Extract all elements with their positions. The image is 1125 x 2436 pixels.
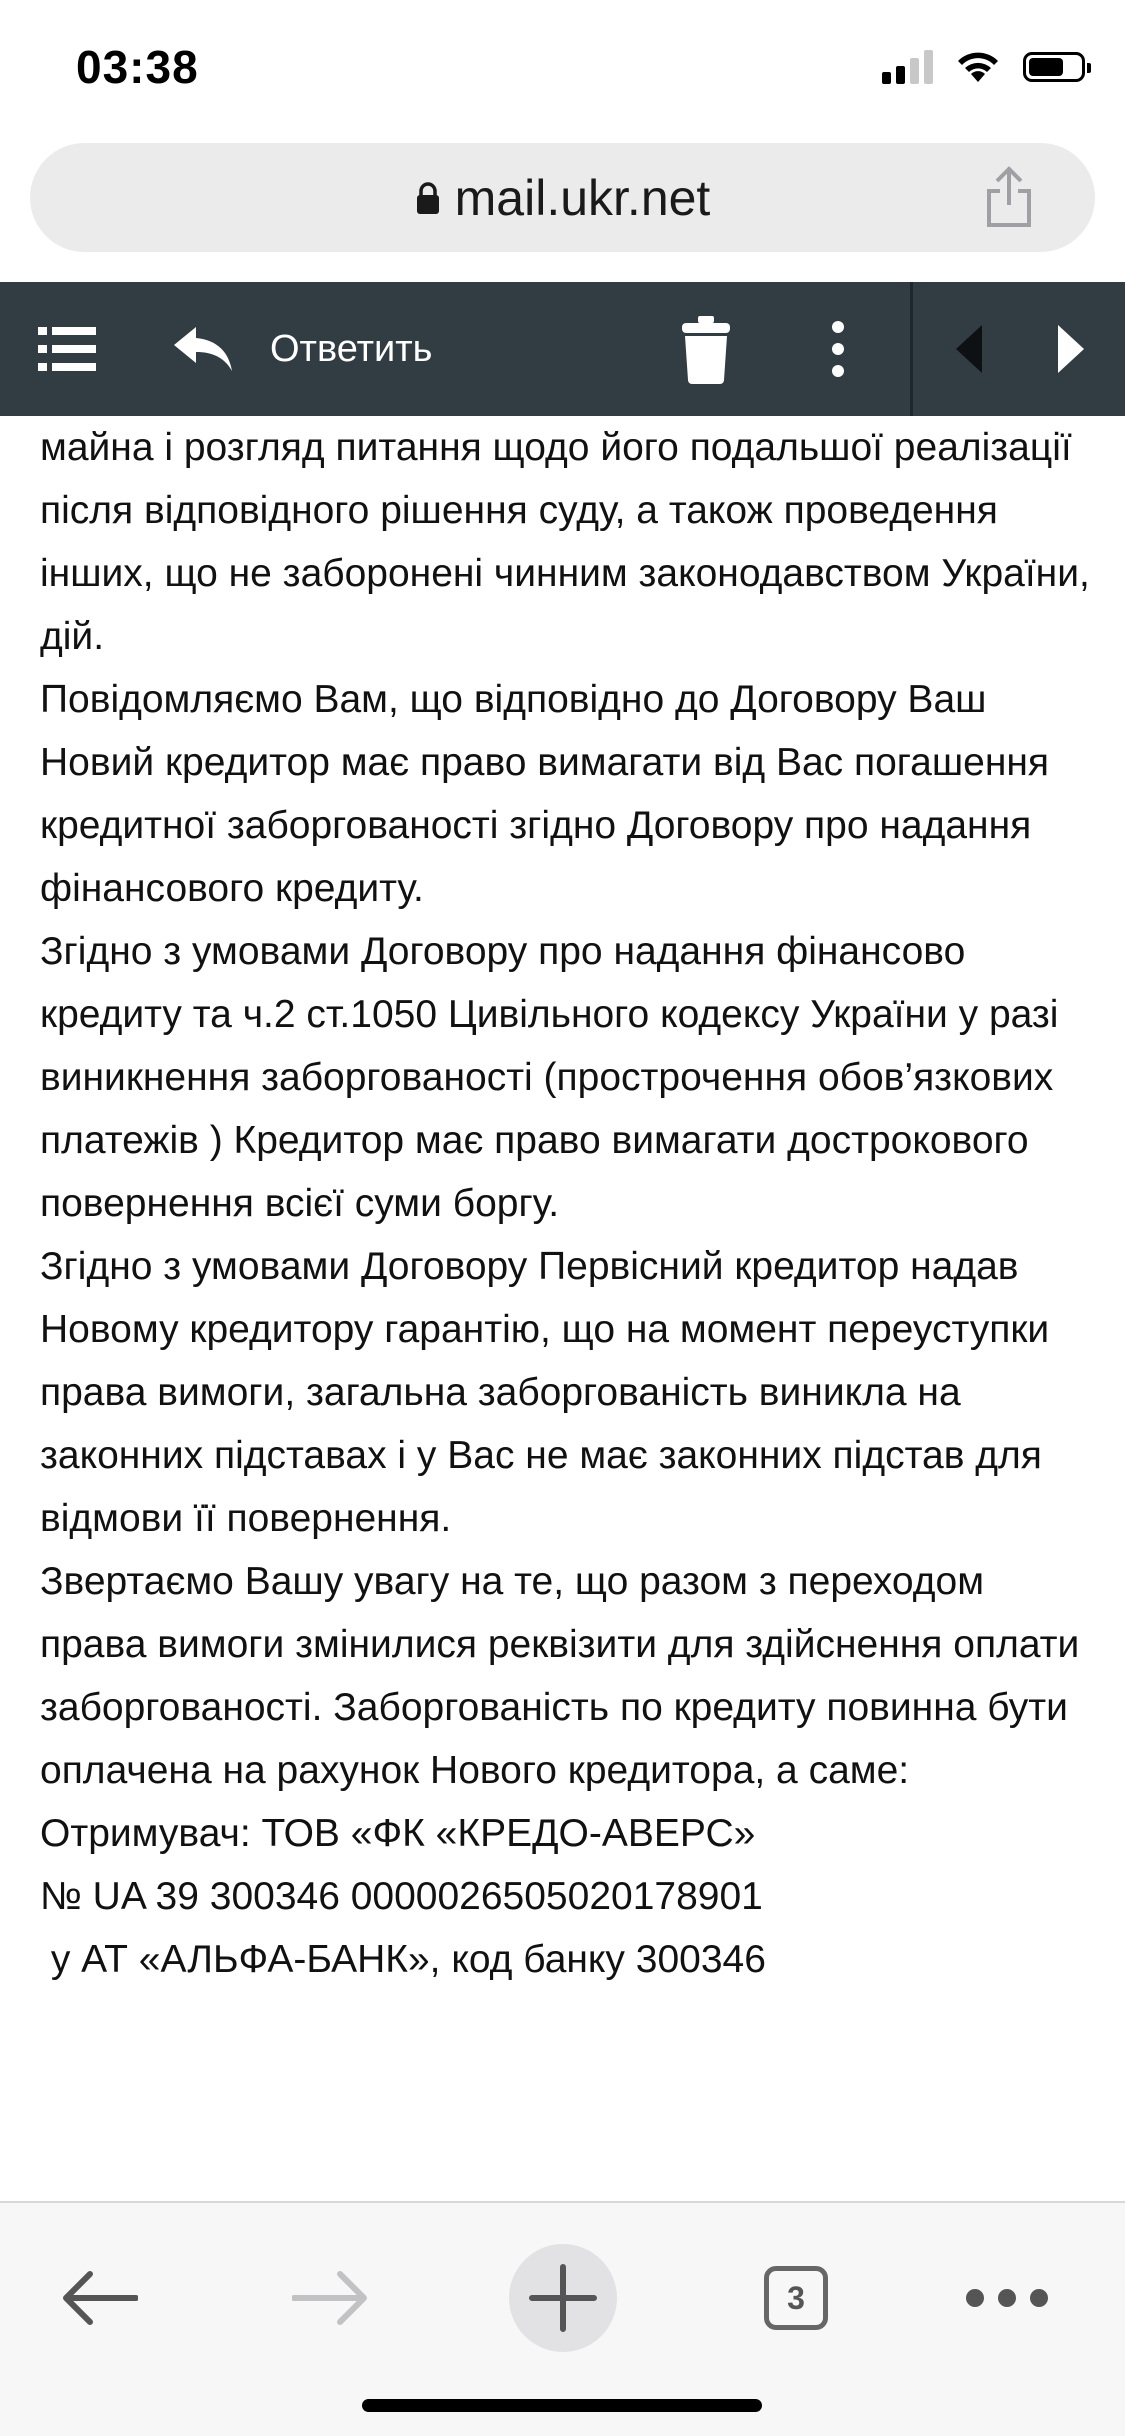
email-paragraph: Звертаємо Вашу увагу на те, що разом з переходом права вимоги змінилися реквізити для здійснення оплати заборгованості. Заборгованість по кредиту повинна бути оплачена на рахунок Нового кредитора, а саме: [40,1560,1080,1792]
more-vertical-button[interactable] [830,282,846,416]
forward-arrow-icon [292,2270,368,2326]
tabs-icon: 3 [764,2266,828,2330]
share-icon[interactable] [983,165,1035,229]
next-message-button[interactable] [1056,282,1088,416]
account-number-line: № UA 39 300346 0000026505020178901 [40,1875,763,1918]
delete-button[interactable] [680,282,732,416]
back-button[interactable] [55,2243,145,2353]
battery-icon [1023,52,1085,82]
prev-icon [952,323,984,375]
url-bar[interactable] [30,143,1095,252]
home-indicator [362,2399,762,2412]
more-options-button[interactable] [965,2243,1049,2353]
email-paragraph: Згідно з умовами Договору про надання фінансово кредиту та ч.2 ст.1050 Цивільного кодексу України у разі виникнення заборгованості (прострочення обов’язкових платежів ) Кредитор має право вимагати дострокового повернення всієї суми боргу. [40,930,1059,1225]
toolbar-divider [910,282,913,416]
more-horizontal-icon [965,2288,1049,2308]
recipient-line: Отримувач: ТОВ «ФК «КРЕДО-АВЕРС» [40,1812,756,1855]
signal-icon [882,50,933,84]
email-paragraph: Згідно з умовами Договору Первісний кредитор надав Новому кредитору гарантію, що на момент переуступки права вимоги, загальна заборгованість виникла на законних підставах і у Вас не має законних підстав для відмови її повернення. [40,1245,1050,1540]
back-arrow-icon [62,2270,138,2326]
trash-icon [680,314,732,384]
mail-toolbar [0,282,1125,416]
menu-button[interactable] [38,282,96,416]
prev-message-button[interactable] [952,282,984,416]
more-vertical-icon [830,319,846,379]
tabs-button[interactable] [760,2243,832,2353]
new-tab-button[interactable] [508,2243,618,2353]
lock-icon [415,181,441,215]
status-time: 03:38 [76,41,199,93]
reply-label: Ответить [270,327,433,370]
url-text[interactable]: mail.ukr.net [454,169,711,226]
status-bar [0,0,1125,140]
reply-button[interactable] [172,282,432,416]
plus-icon [528,2263,598,2333]
reply-icon [172,325,234,373]
status-icons [882,50,1085,84]
bank-line: у АТ «АЛЬФА-БАНК», код банку 300346 [40,1938,766,1981]
email-body [40,416,1100,2201]
menu-icon [38,325,96,373]
wifi-icon [955,50,1001,84]
forward-button[interactable] [285,2243,375,2353]
next-icon [1056,323,1088,375]
email-paragraph: Повідомляємо Вам, що відповідно до Договору Ваш Новий кредитор має право вимагати від Вас погашення кредитної заборгованості згідно Договору про надання фінансового кредиту. [40,678,1050,910]
email-paragraph: майна і розгляд питання щодо його подальшої реалізації після відповідного рішення суду, а також проведення інших, що не заборонені чинним законодавством України, дій. [40,426,1090,658]
